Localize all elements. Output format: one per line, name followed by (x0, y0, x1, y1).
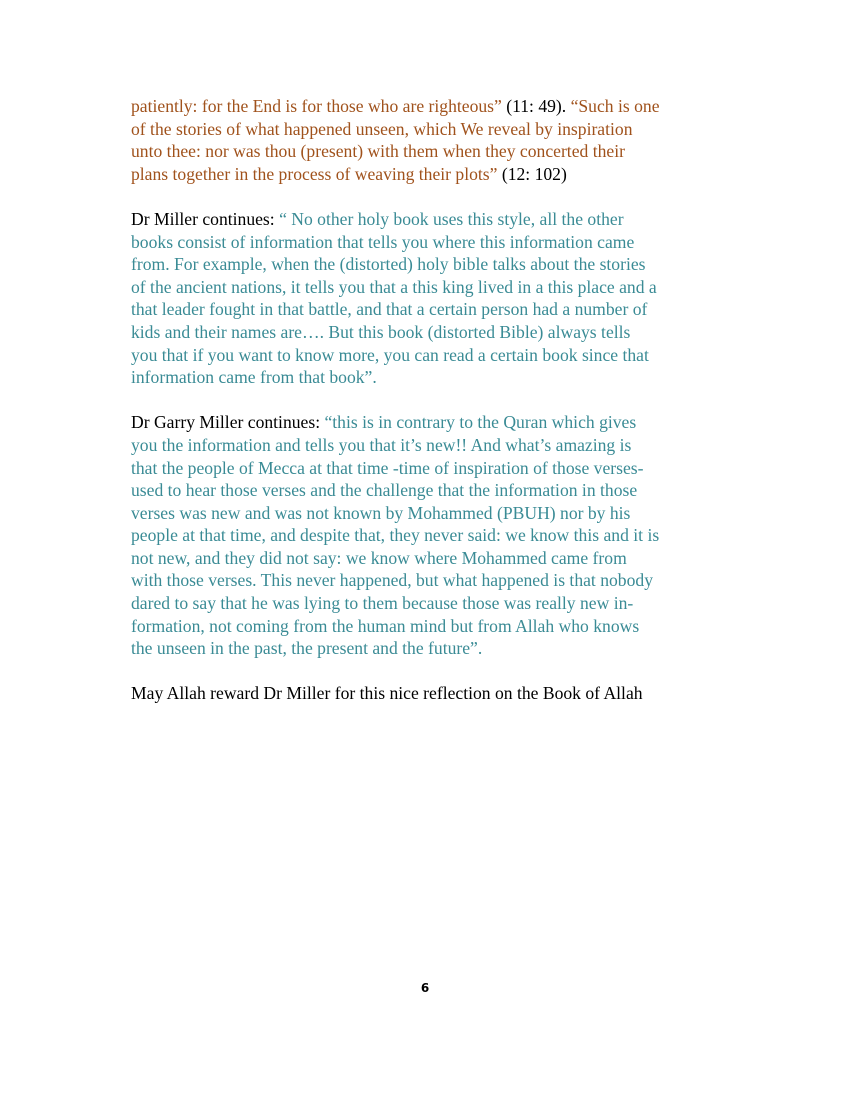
speaker-label: Dr Miller continues: (131, 208, 280, 229)
quran-quote-text: patiently: for the End is for those who are righteous” (131, 96, 502, 116)
quran-quote-text: plans together in the process of weaving their plots” (131, 163, 498, 184)
text-line (131, 411, 731, 434)
text-line (131, 95, 731, 118)
miller-quote-text: from. For example, when the (distorted) holy bible talks about the stories (131, 254, 646, 275)
miller-quote-text: verses was new and was not known by Mohammed (PBUH) nor by his (131, 502, 631, 523)
miller-quote-text: you the information and tells you that it’s new!! And what’s amazing is (131, 434, 632, 455)
miller-quote-text: “this is in contrary to the Quran which gives (324, 412, 637, 433)
miller-quote-text: you that if you want to know more, you can read a certain book since that (131, 344, 649, 365)
miller-quote-paragraph-2 (131, 411, 731, 660)
miller-quote-text: that the people of Mecca at that time -time of inspiration of those verses- (131, 457, 644, 478)
miller-quote-text: that leader fought in that battle, and that a certain person had a number of (131, 299, 648, 320)
quran-quote-paragraph (131, 95, 731, 185)
miller-quote-text: not new, and they did not say: we know where Mohammed came from (131, 547, 627, 568)
miller-quote-text: of the ancient nations, it tells you that a this king lived in a this place and a (131, 276, 657, 297)
verse-reference: (11: 49). (501, 96, 571, 116)
text-line (131, 208, 731, 231)
miller-quote-text: “ No other holy book uses this style, all the other (279, 208, 624, 229)
quran-quote-text: of the stories of what happened unseen, which We reveal by inspiration (131, 118, 633, 139)
miller-quote-text: with those verses. This never happened, but what happened is that nobody (131, 570, 653, 591)
miller-quote-text: used to hear those verses and the challenge that the information in those (131, 480, 638, 501)
miller-quote-text: kids and their names are…. But this book (distorted Bible) always tells (131, 321, 631, 342)
miller-quote-text: books consist of information that tells you where this information came (131, 231, 635, 252)
miller-quote-text: formation, not coming from the human mind but from Allah who knows (131, 615, 640, 636)
miller-quote-text: the unseen in the past, the present and the future”. (131, 638, 483, 659)
closing-text: May Allah reward Dr Miller for this nice reflection on the Book of Allah (131, 683, 643, 704)
miller-quote-text: dared to say that he was lying to them because those was really new in- (131, 593, 634, 614)
speaker-label: Dr Garry Miller continues: (131, 412, 325, 433)
miller-quote-text: information came from that book”. (131, 367, 377, 388)
verse-reference: (12: 102) (497, 163, 567, 184)
page-body (131, 95, 731, 728)
text-line (131, 163, 731, 186)
quran-quote-text: “Such is one (570, 96, 660, 116)
quran-quote-text: unto thee: nor was thou (present) with them when they concerted their (131, 141, 625, 162)
page-number: 6 (420, 981, 430, 995)
miller-quote-paragraph-1 (131, 208, 731, 389)
closing-paragraph (131, 682, 731, 705)
miller-quote-text: people at that time, and despite that, they never said: we know this and it is (131, 525, 660, 546)
